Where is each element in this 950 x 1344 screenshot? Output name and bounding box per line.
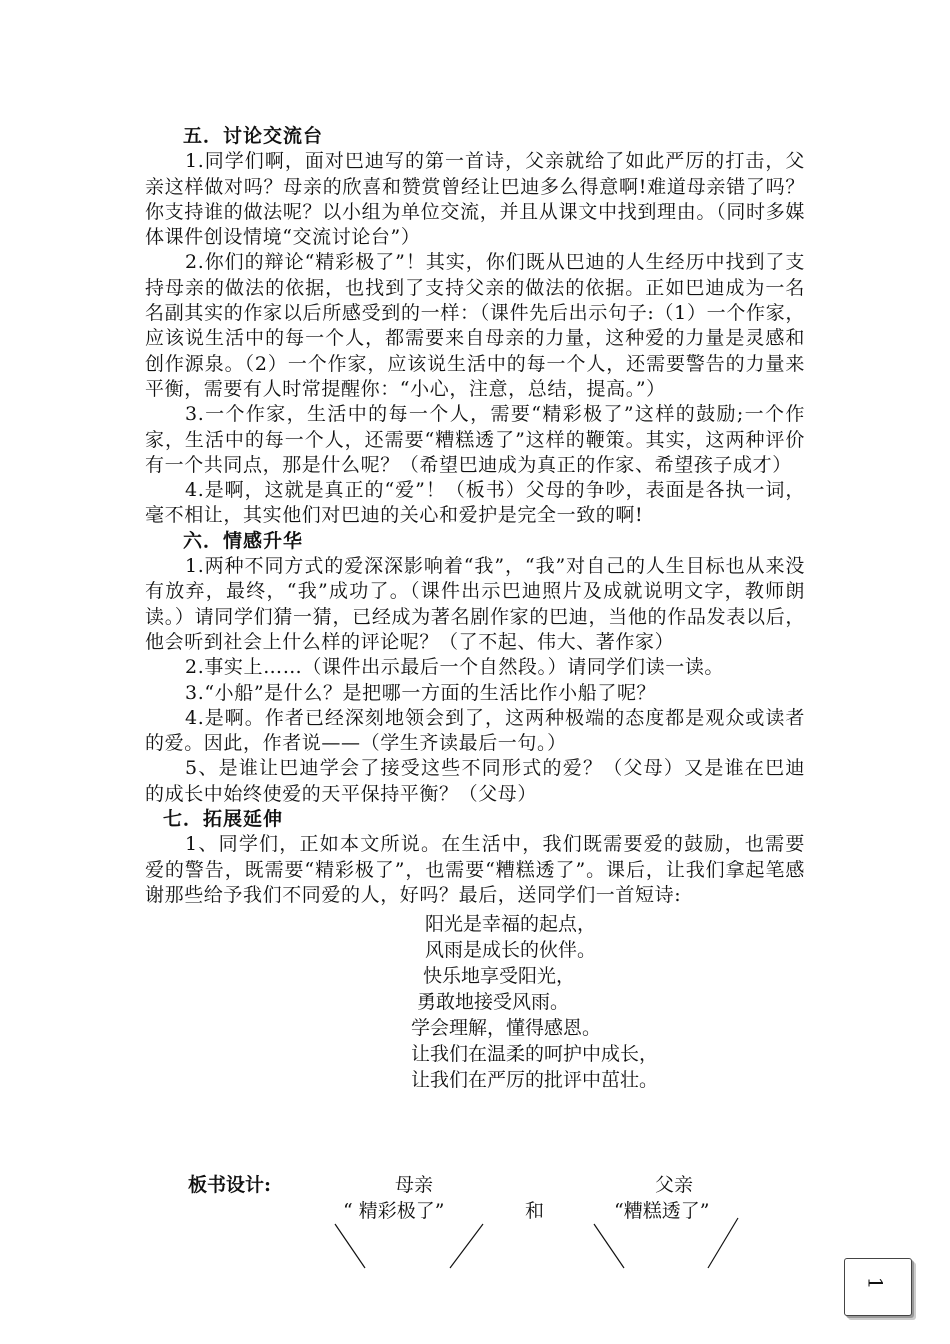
paragraph: 5、是谁让巴迪学会了接受这些不同形式的爱？（父母）又是谁在巴迪的成长中始终使爱的天平保持平衡？（父母） [145,757,805,805]
paragraph: 2.你们的辩论“精彩极了”！其实，你们既从巴迪的人生经历中找到了支持母亲的做法的依据，也找到了支持父亲的做法的依据。正如巴迪成为一名名副其实的作家以后所感受到的一样：（课件先后出示句子:（1）一个作家，应该说生活中的每一个人，都需要来自母亲的力量，这种爱的力量是灵感和创作源泉。（2）一个作家，应该说生活中的每一个人，还需要警告的力量来平衡，需要有人时常提醒你：“小心，注意，总结，提高。”） [145,251,805,400]
paragraph: 1、同学们，正如本文所说。在生活中，我们既需要爱的鼓励，也需要爱的警告，既需要“精彩极了”，也需要“糟糕透了”。课后，让我们拿起笔感谢那些给予我们不同爱的人，好吗？最后，送同学们一首短诗: [145,833,805,906]
poem-line: 让我们在温柔的呵护中成长， [411,1043,659,1066]
board-praise: “ 精彩极了” [343,1200,445,1222]
board-and: 和 [525,1200,545,1222]
board-line [594,1224,624,1268]
board-label: 板书设计: [188,1174,272,1196]
board-line [335,1224,365,1268]
section-6-heading: 六．情感升华 [183,529,304,552]
board-mother: 母亲 [395,1174,434,1196]
page-number-box [844,1258,912,1316]
section-5-heading: 五．讨论交流台 [183,125,324,147]
paragraph: 3.一个作家，生活中的每一个人，需要“精彩极了”这样的鼓励;一个作家，生活中的每一个人，还需要“糟糕透了”这样的鞭策。其实，这两种评价有一个共同点，那是什么呢？（希望巴迪成为真正的作家、希望孩子成才） [145,403,805,476]
paragraph: 4.是啊。作者已经深刻地领会到了，这两种极端的态度都是观众或读者的爱。因此，作者说——（学生齐读最后一句。） [145,706,805,755]
paragraph: 2.事实上……（课件出示最后一个自然段。）请同学们读一读。 [185,656,725,679]
paragraph: 4.是啊，这就是真正的“爱”！（板书）父母的争吵，表面是各执一词，毫不相让，其实他们对巴迪的关心和爱护是完全一致的啊! [145,479,805,527]
page-number: 1 [863,1276,888,1290]
poem-line: 阳光是幸福的起点， [425,913,597,936]
section-7-heading: 七．拓展延伸 [163,808,284,831]
poem-line: 让我们在严厉的批评中茁壮。 [411,1069,659,1092]
paragraph: 3.“小船”是什么？是把哪一方面的生活比作小船了呢？ [185,681,657,704]
board-father: 父亲 [655,1174,694,1196]
paragraph: 1.两种不同方式的爱深深影响着“我”，“我”对自己的人生目标也从来没有放弃，最终，“我”成功了。（课件出示巴迪照片及成就说明文字，教师朗读。）请同学们猜一猜，已经成为著名剧作家的巴迪，当他的作品发表以后，他会听到社会上什么样的评论呢？（了不起、伟大、著作家） [145,555,805,653]
poem-line: 勇敢地接受风雨。 [417,991,570,1014]
board-critique: “糟糕透了” [614,1200,710,1222]
poem-line: 学会理解，懂得感恩。 [411,1017,602,1040]
board-line [450,1224,483,1268]
poem-line: 快乐地享受阳光， [423,965,576,988]
poem-line: 风雨是成长的伙伴。 [425,939,597,962]
paragraph: 1.同学们啊，面对巴迪写的第一首诗，父亲就给了如此严厉的打击，父亲这样做对吗？母亲的欣喜和赞赏曾经让巴迪多么得意啊!难道母亲错了吗？你支持谁的做法呢？以小组为单位交流，并且从课文中找到理由。（同时多媒体课件创设情境“交流讨论台”） [145,150,805,249]
board-line [708,1218,738,1268]
